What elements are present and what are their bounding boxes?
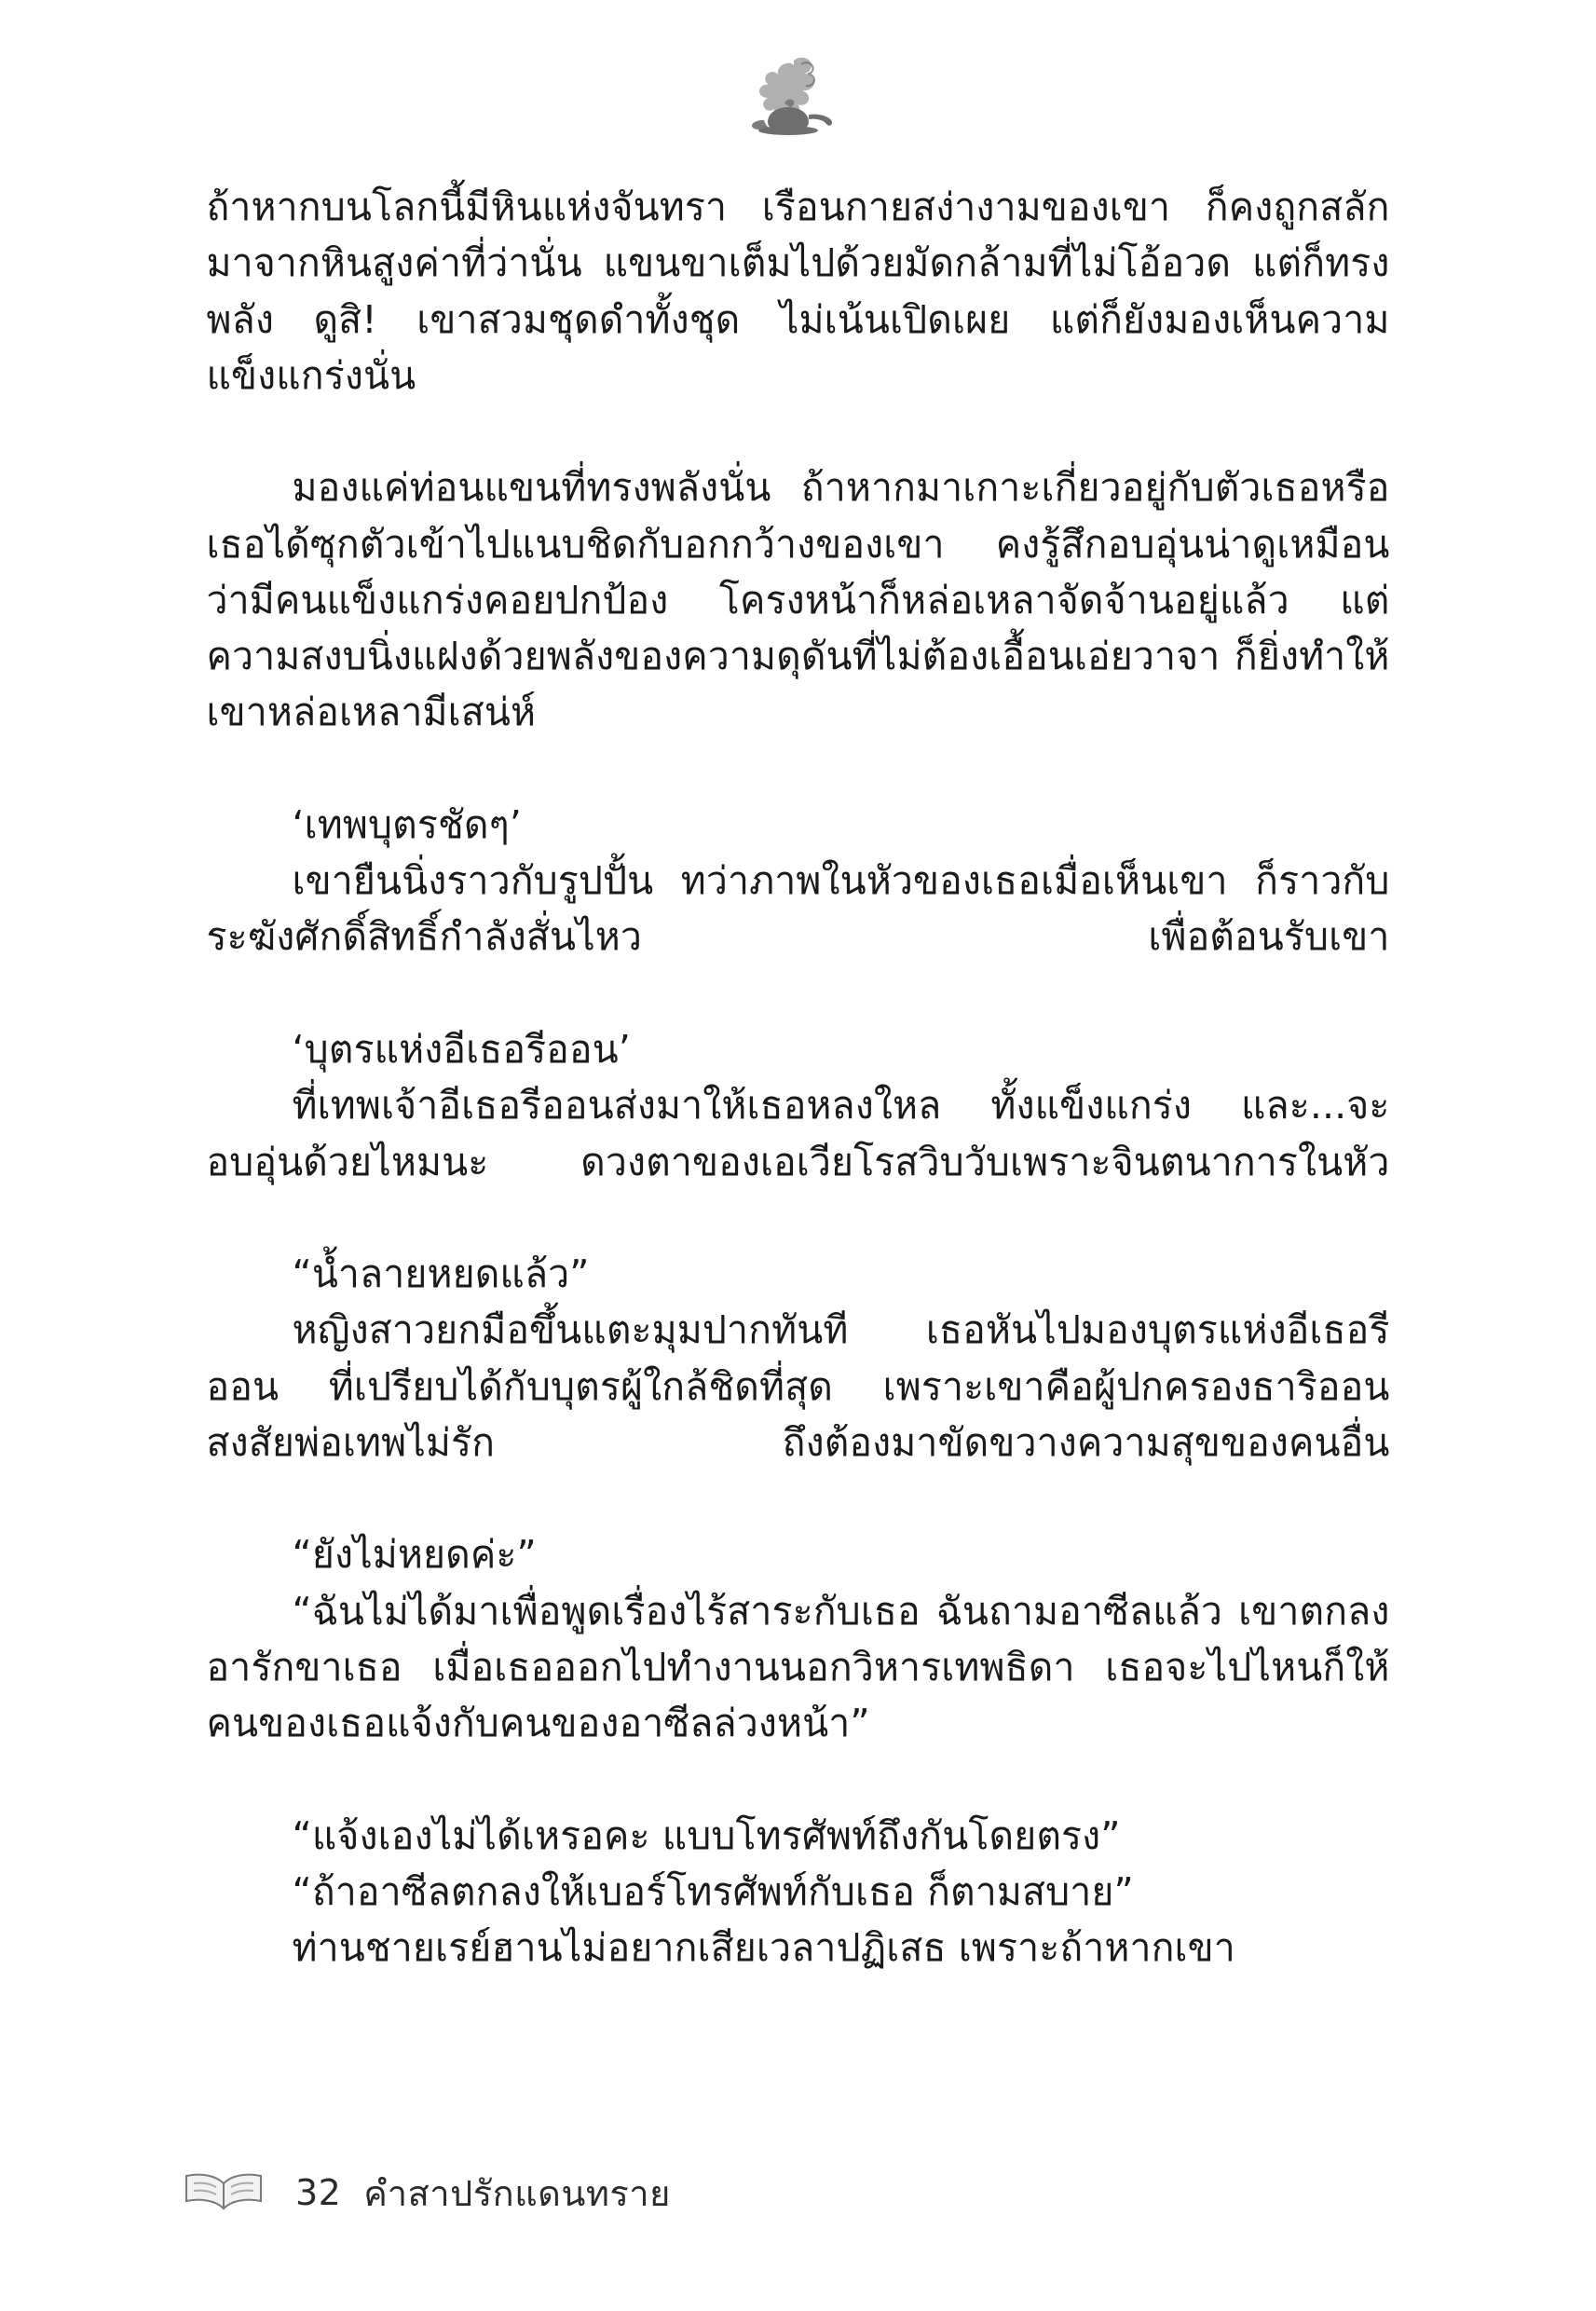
page-number: 32 xyxy=(295,2172,342,2213)
open-book-icon xyxy=(172,2167,275,2219)
paragraph: ‘เทพบุตรชัดๆ’ xyxy=(292,801,522,847)
page-footer xyxy=(0,2160,1596,2225)
paragraph: มองแค่ท่อนแขนที่ทรงพลังนั่น ถ้าหากมาเกาะเกี่ยวอยู่กับตัวเธอหรือเธอได้ซุกตัวเข้าไปแนบชิดกับอกกว้างของเขา คงรู้สึกอบอุ่นน่าดูเหมือนว่ามีคนแข็งแกร่งคอยปกป้อง โครงหน้าก็หล่อเหลาจัดจ้านอยู่แล้ว แต่ความสงบนิ่งแฝงด้วยพลังของความดุดันที่ไม่ต้องเอื้อนเอ่ยวาจา ก็ยิ่งทำให้เขาหล่อเหลามีเสน่ห์ xyxy=(206,465,1390,735)
paragraph: “ฉันไม่ได้มาเพื่อพูดเรื่องไร้สาระกับเธอ ฉันถามอาซีลแล้ว เขาตกลงอารักขาเธอ เมื่อเธอออกไปทำงานนอกวิหารเทพธิดา เธอจะไปไหนก็ให้คนของเธอแจ้งกับคนของอาซีลล่วงหน้า” xyxy=(206,1588,1390,1746)
paragraph: ถ้าหากบนโลกนี้มีหินแห่งจันทรา เรือนกายสง่างามของเขา ก็คงถูกสลักมาจากหินสูงค่าที่ว่านั่น แขนขาเต็มไปด้วยมัดกล้ามที่ไม่โอ้อวด แต่ก็ทรงพลัง ดูสิ! เขาสวมชุดดำทั้งชุด ไม่เน้นเปิดเผย แต่ก็ยังมองเห็นความแข็งแกร่งนั่น xyxy=(206,185,1390,398)
genie-lamp-icon xyxy=(715,0,882,151)
paragraph: “ถ้าอาซีลตกลงให้เบอร์โทรศัพท์กับเธอ ก็ตามสบาย” xyxy=(292,1868,1134,1914)
paragraph: ‘บุตรแห่งอีเธอรีออน’ xyxy=(292,1026,631,1072)
book-title: คำสาปรักแดนทราย xyxy=(363,2172,671,2214)
paragraph: ท่านชายเรย์ฮานไม่อยากเสียเวลาปฏิเสธ เพราะถ้าหากเขา xyxy=(292,1925,1235,1971)
paragraph: “ยังไม่หยดค่ะ” xyxy=(292,1532,537,1578)
page-body xyxy=(207,151,1390,1976)
paragraph: ที่เทพเจ้าอีเธอรีออนส่งมาให้เธอหลงใหล ทั้งแข็งแกร่ง และ...จะอบอุ่นด้วยไหมนะ ดวงตาของเอเวียโรสวิบวับเพราะจินตนาการในหัว xyxy=(206,1083,1390,1184)
paragraph: หญิงสาวยกมือขึ้นแตะมุมปากทันที เธอหันไปมองบุตรแห่งอีเธอรีออน ที่เปรียบได้กับบุตรผู้ใกล้ชิดที่สุด เพราะเขาคือผู้ปกครองธาริออน สงสัยพ่อเทพไม่รัก ถึงต้องมาขัดขวางความสุขของคนอื่น xyxy=(206,1307,1390,1465)
paragraph: “น้ำลายหยดแล้ว” xyxy=(292,1251,590,1297)
paragraph: เขายืนนิ่งราวกับรูปปั้น ทว่าภาพในหัวของเธอเมื่อเห็นเขา ก็ราวกับระฆังศักดิ์สิทธิ์กำลังสั่นไหว เพื่อต้อนรับเขา xyxy=(206,858,1390,960)
paragraph: “แจ้งเองไม่ได้เหรอคะ แบบโทรศัพท์ถึงกันโดยตรง” xyxy=(292,1812,1121,1858)
